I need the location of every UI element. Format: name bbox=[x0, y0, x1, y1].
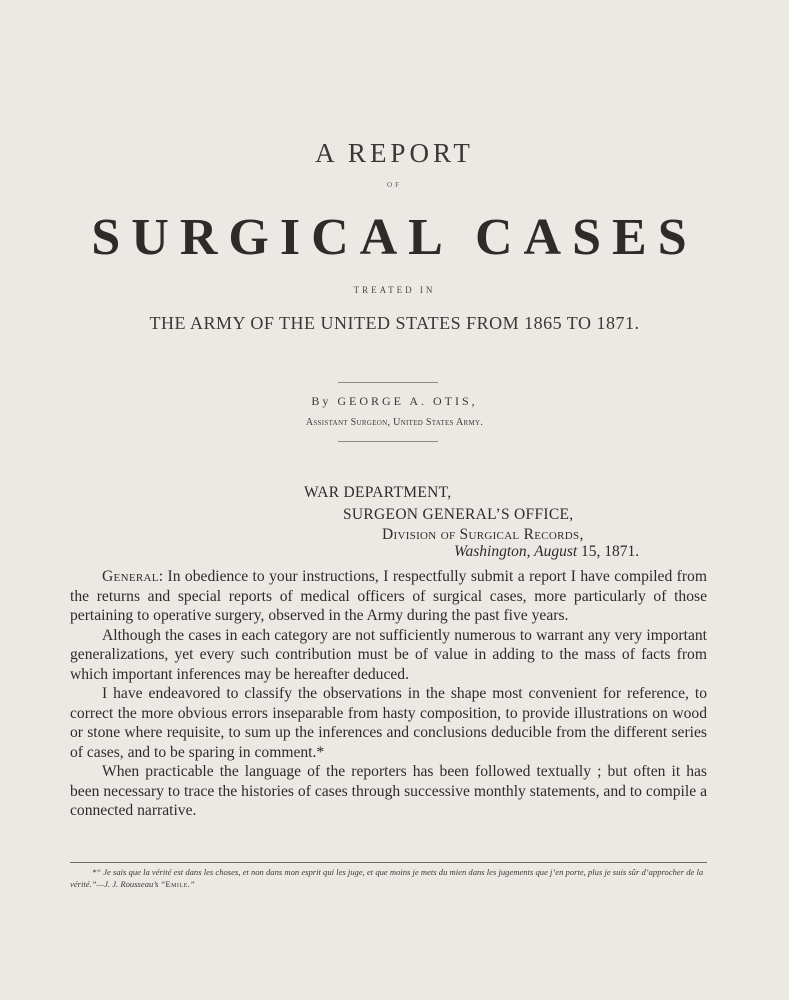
address-date-rest: 15, 1871. bbox=[577, 543, 640, 560]
address-place-date bbox=[454, 543, 639, 561]
footnote-emile: Emile bbox=[165, 879, 188, 889]
title-of: OF bbox=[387, 181, 402, 189]
salutation: General bbox=[102, 568, 159, 585]
paragraph-1 bbox=[70, 567, 707, 626]
author-position: Assistant Surgeon, United States Army. bbox=[305, 417, 484, 428]
title-army-years: THE ARMY OF THE UNITED STATES FROM 1865 TO 1871. bbox=[149, 313, 640, 333]
divider-bottom bbox=[338, 441, 438, 442]
address-place-italic: Washington, August bbox=[454, 543, 578, 560]
footnote bbox=[70, 866, 707, 890]
title-treated-in: TREATED IN bbox=[353, 285, 436, 295]
footnote-text: *“ Je sais que la vérité est dans les choses, et non dans mon esprit qui les juge, et que moins je mets du mien dans les jugements que j’en porte, plus je suis sûr d’approcher de la vérité.”—J. J. Rousseau’s “ bbox=[70, 867, 704, 889]
paragraph-1-text: : In obedience to your instructions, I respectfully submit a report I have compiled from the returns and special reports of medical officers of surgical cases, more particularly of those pertaining to operative surgery, observed in the Army during the past five years. bbox=[70, 568, 707, 624]
footnote-end: .” bbox=[187, 879, 195, 889]
title-surgical-cases: SURGICAL CASES bbox=[91, 209, 698, 266]
footnote-divider bbox=[70, 862, 707, 863]
divider-top bbox=[338, 382, 438, 383]
address-division: Division of Surgical Records, bbox=[382, 526, 584, 543]
letter-body bbox=[70, 567, 707, 821]
author-byline: By GEORGE A. OTIS, bbox=[311, 394, 478, 408]
address-war-department: WAR DEPARTMENT, bbox=[304, 484, 452, 501]
paragraph-4: When practicable the language of the reporters has been followed textually ; but often it has been necessary to trace the histories of cases through successive monthly statements, and to compile a connected narrative. bbox=[70, 763, 707, 819]
title-a-report: A REPORT bbox=[315, 138, 474, 168]
paragraph-2: Although the cases in each category are not sufficiently numerous to warrant any very important generalizations, yet every such contribution must be of value in adding to the mass of facts from which important inferences may be hereafter deduced. bbox=[70, 626, 707, 683]
address-surgeon-generals-office: SURGEON GENERAL’S OFFICE, bbox=[343, 506, 574, 523]
paragraph-3: I have endeavored to classify the observations in the shape most convenient for reference, to correct the more obvious errors inseparable from hasty composition, to provide illustrations on wood or stone where requisite, to sum up the inferences and conclusions deducible from the different series of cases, and to be sparing in comment.* bbox=[70, 685, 707, 761]
